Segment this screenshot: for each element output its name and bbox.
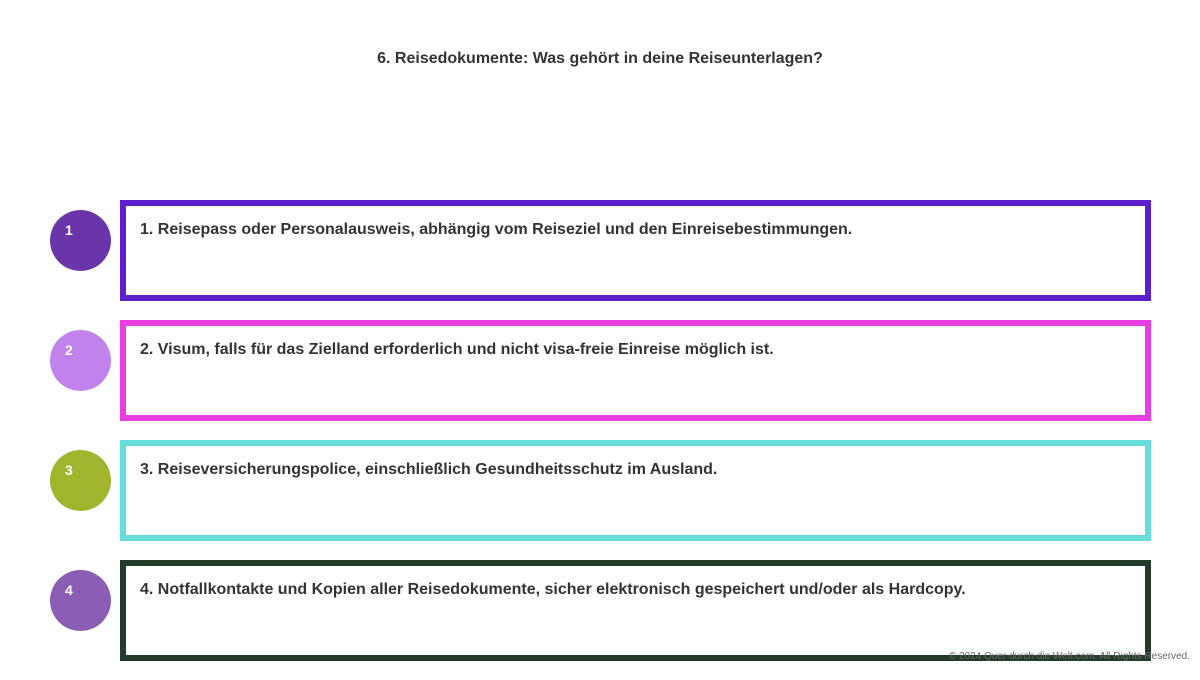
item-text: 2. Visum, falls für das Zielland erforderlich und nicht visa-freie Einreise möglich ist. <box>140 341 774 358</box>
badge-number: 1 <box>65 222 73 238</box>
item-card-2 <box>120 320 1151 421</box>
item-card-1 <box>120 200 1151 301</box>
number-badge-3 <box>50 450 111 511</box>
item-text: 1. Reisepass oder Personalausweis, abhängig vom Reiseziel und den Einreisebestimmungen. <box>140 221 853 238</box>
item-card-3 <box>120 440 1151 541</box>
badge-number: 4 <box>65 582 73 598</box>
copyright-footer: © 2024 Quer durch die Welt.com. All Rights Reserved. <box>948 651 1190 662</box>
item-card-4 <box>120 560 1151 661</box>
badge-number: 2 <box>65 342 73 358</box>
number-badge-4 <box>50 570 111 631</box>
item-text: 3. Reiseversicherungspolice, einschließlich Gesundheitsschutz im Ausland. <box>140 461 718 478</box>
item-text: 4. Notfallkontakte und Kopien aller Reisedokumente, sicher elektronisch gespeichert und/oder als Hardcopy. <box>140 581 966 598</box>
number-badge-2 <box>50 330 111 391</box>
page-title: 6. Reisedokumente: Was gehört in deine Reiseunterlagen? <box>377 50 823 67</box>
number-badge-1 <box>50 210 111 271</box>
badge-number: 3 <box>65 462 73 478</box>
